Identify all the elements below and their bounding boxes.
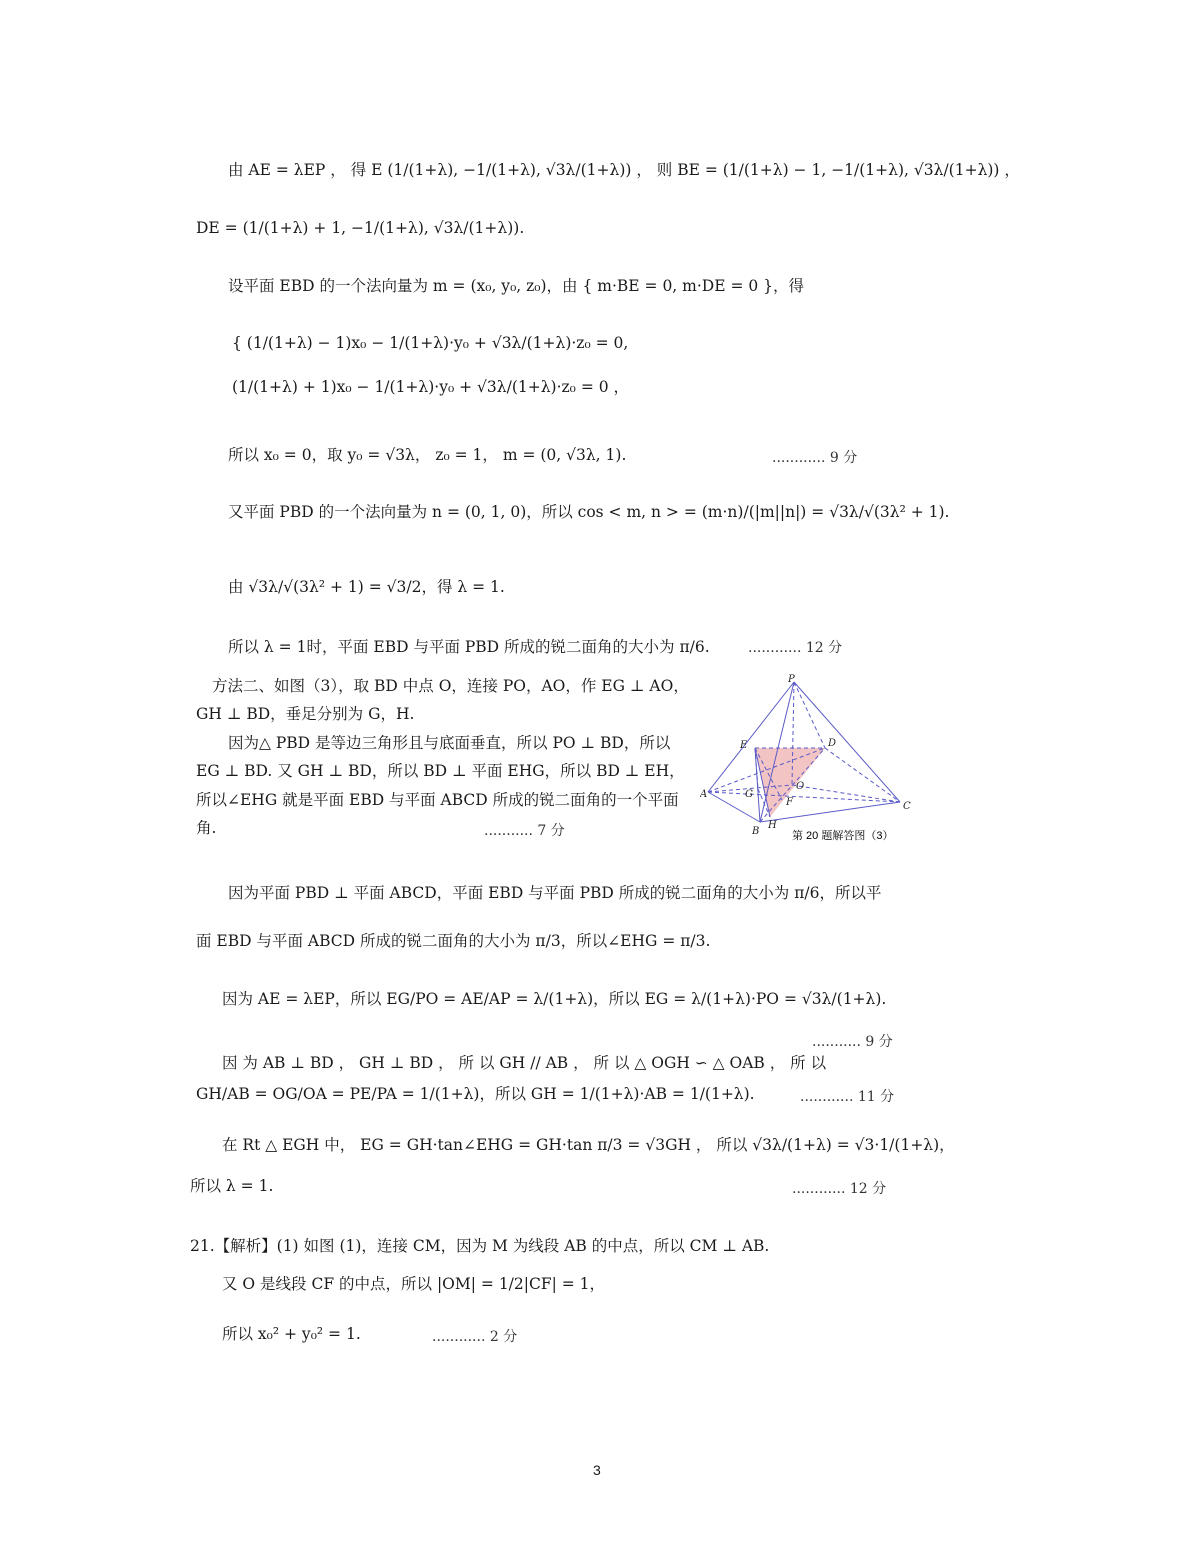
text-line: 21.【解析】(1) 如图 (1)，连接 CM，因为 M 为线段 AB 的中点，所以 CM ⊥ AB. [190,1237,770,1255]
text-line: 因为 AE = λEP，所以 EG/PO = AE/AP = λ/(1+λ)，所以 EG = λ/(1+λ)·PO = √3λ/(1+λ). [222,990,887,1008]
label-a: A [700,789,708,800]
edge-dc [825,748,900,802]
label-e: E [740,740,748,751]
text-line: EG ⊥ BD. 又 GH ⊥ BD，所以 BD ⊥ 平面 EHG，所以 BD ⊥ EH， [196,762,685,780]
text-line: 角. [196,819,217,837]
label-b: B [752,826,760,837]
text-line: (1/(1+λ) + 1)x₀ − 1/(1+λ)·y₀ + √3λ/(1+λ)·z₀ = 0 ， [232,378,630,396]
text-line: DE = (1/(1+λ) + 1, −1/(1+λ), √3λ/(1+λ)). [196,219,525,237]
text-line: 由 √3λ/√(3λ² + 1) = √3/2，得 λ = 1. [228,578,505,596]
text-line: 因为△ PBD 是等边三角形且与底面垂直，所以 PO ⊥ BD，所以 [228,734,671,752]
text-line: 方法二、如图（3），取 BD 中点 O，连接 PO，AO，作 EG ⊥ AO， [212,677,689,695]
score-mark: ............ 12 分 [792,1181,887,1197]
text-line: 又平面 PBD 的一个法向量为 n = (0, 1, 0)，所以 cos < m, n > = (m·n)/(|m||n|) = √3λ/√(3λ² + 1). [228,503,950,521]
text-line: 所以∠EHG 就是平面 EBD 与平面 ABCD 所成的锐二面角的一个平面 [196,791,679,809]
text-line: 又 O 是线段 CF 的中点，所以 |OM| = 1/2|CF| = 1， [222,1275,606,1293]
label-d: D [828,738,837,749]
text-line: GH ⊥ BD，垂足分别为 G，H. [196,705,415,723]
edge-pd [794,682,825,748]
edge-oc [792,785,900,802]
score-mark: ............ 9 分 [772,450,858,466]
text-line: 所以 x₀ = 0，取 y₀ = √3λ， z₀ = 1， m = (0, √3λ, 1). [228,446,627,464]
text-line: 因为平面 PBD ⊥ 平面 ABCD，平面 EBD 与平面 PBD 所成的锐二面角的大小为 π/6，所以平 [228,884,882,902]
score-mark: ............ 2 分 [432,1329,518,1345]
pyramid-figure [700,672,920,847]
text-line: 面 EBD 与平面 ABCD 所成的锐二面角的大小为 π/3，所以∠EHG = π/3. [196,932,711,950]
score-mark: ........... 7 分 [484,823,565,839]
page-number: 3 [593,1462,601,1478]
label-o: O [796,781,805,792]
text-line: 在 Rt △ EGH 中， EG = GH·tan∠EHG = GH·tan π/3 = √3GH ， 所以 √3λ/(1+λ) = √3·1/(1+λ)， [222,1136,955,1154]
score-mark: ............ 11 分 [800,1089,895,1105]
label-c: C [903,801,911,812]
text-line: GH/AB = OG/OA = PE/PA = 1/(1+λ)，所以 GH = 1/(1+λ)·AB = 1/(1+λ). [196,1085,755,1103]
text-line: 所以 x₀² + y₀² = 1. [222,1325,361,1343]
edge-bc [760,802,900,822]
label-f: F [786,797,793,808]
text-line: { (1/(1+λ) − 1)x₀ − 1/(1+λ)·y₀ + √3λ/(1+λ)·z₀ = 0, [232,334,629,352]
score-mark: ........... 9 分 [812,1034,893,1050]
label-h: H [768,820,777,831]
label-p: P [788,674,795,685]
text-line: 所以 λ = 1. [190,1177,274,1195]
text-line: 因 为 AB ⊥ BD ， GH ⊥ BD ， 所 以 GH // AB ， 所 以 △ OGH ∽ △ OAB ， 所 以 [222,1054,827,1072]
text-line: 所以 λ = 1时，平面 EBD 与平面 PBD 所成的锐二面角的大小为 π/6. [228,638,710,656]
label-g: G [745,789,753,800]
edge-pc [794,682,900,802]
score-mark: ............ 12 分 [748,640,843,656]
text-line: 由 AE = λEP ， 得 E (1/(1+λ), −1/(1+λ), √3λ/(1+λ)) ， 则 BE = (1/(1+λ) − 1, −1/(1+λ), √3λ/(1+λ)) ， [228,161,1020,179]
text-line: 设平面 EBD 的一个法向量为 m = (x₀, y₀, z₀)，由 { m·BE = 0, m·DE = 0 }，得 [228,277,805,295]
figure-caption: 第 20 题解答图（3） [792,830,894,842]
